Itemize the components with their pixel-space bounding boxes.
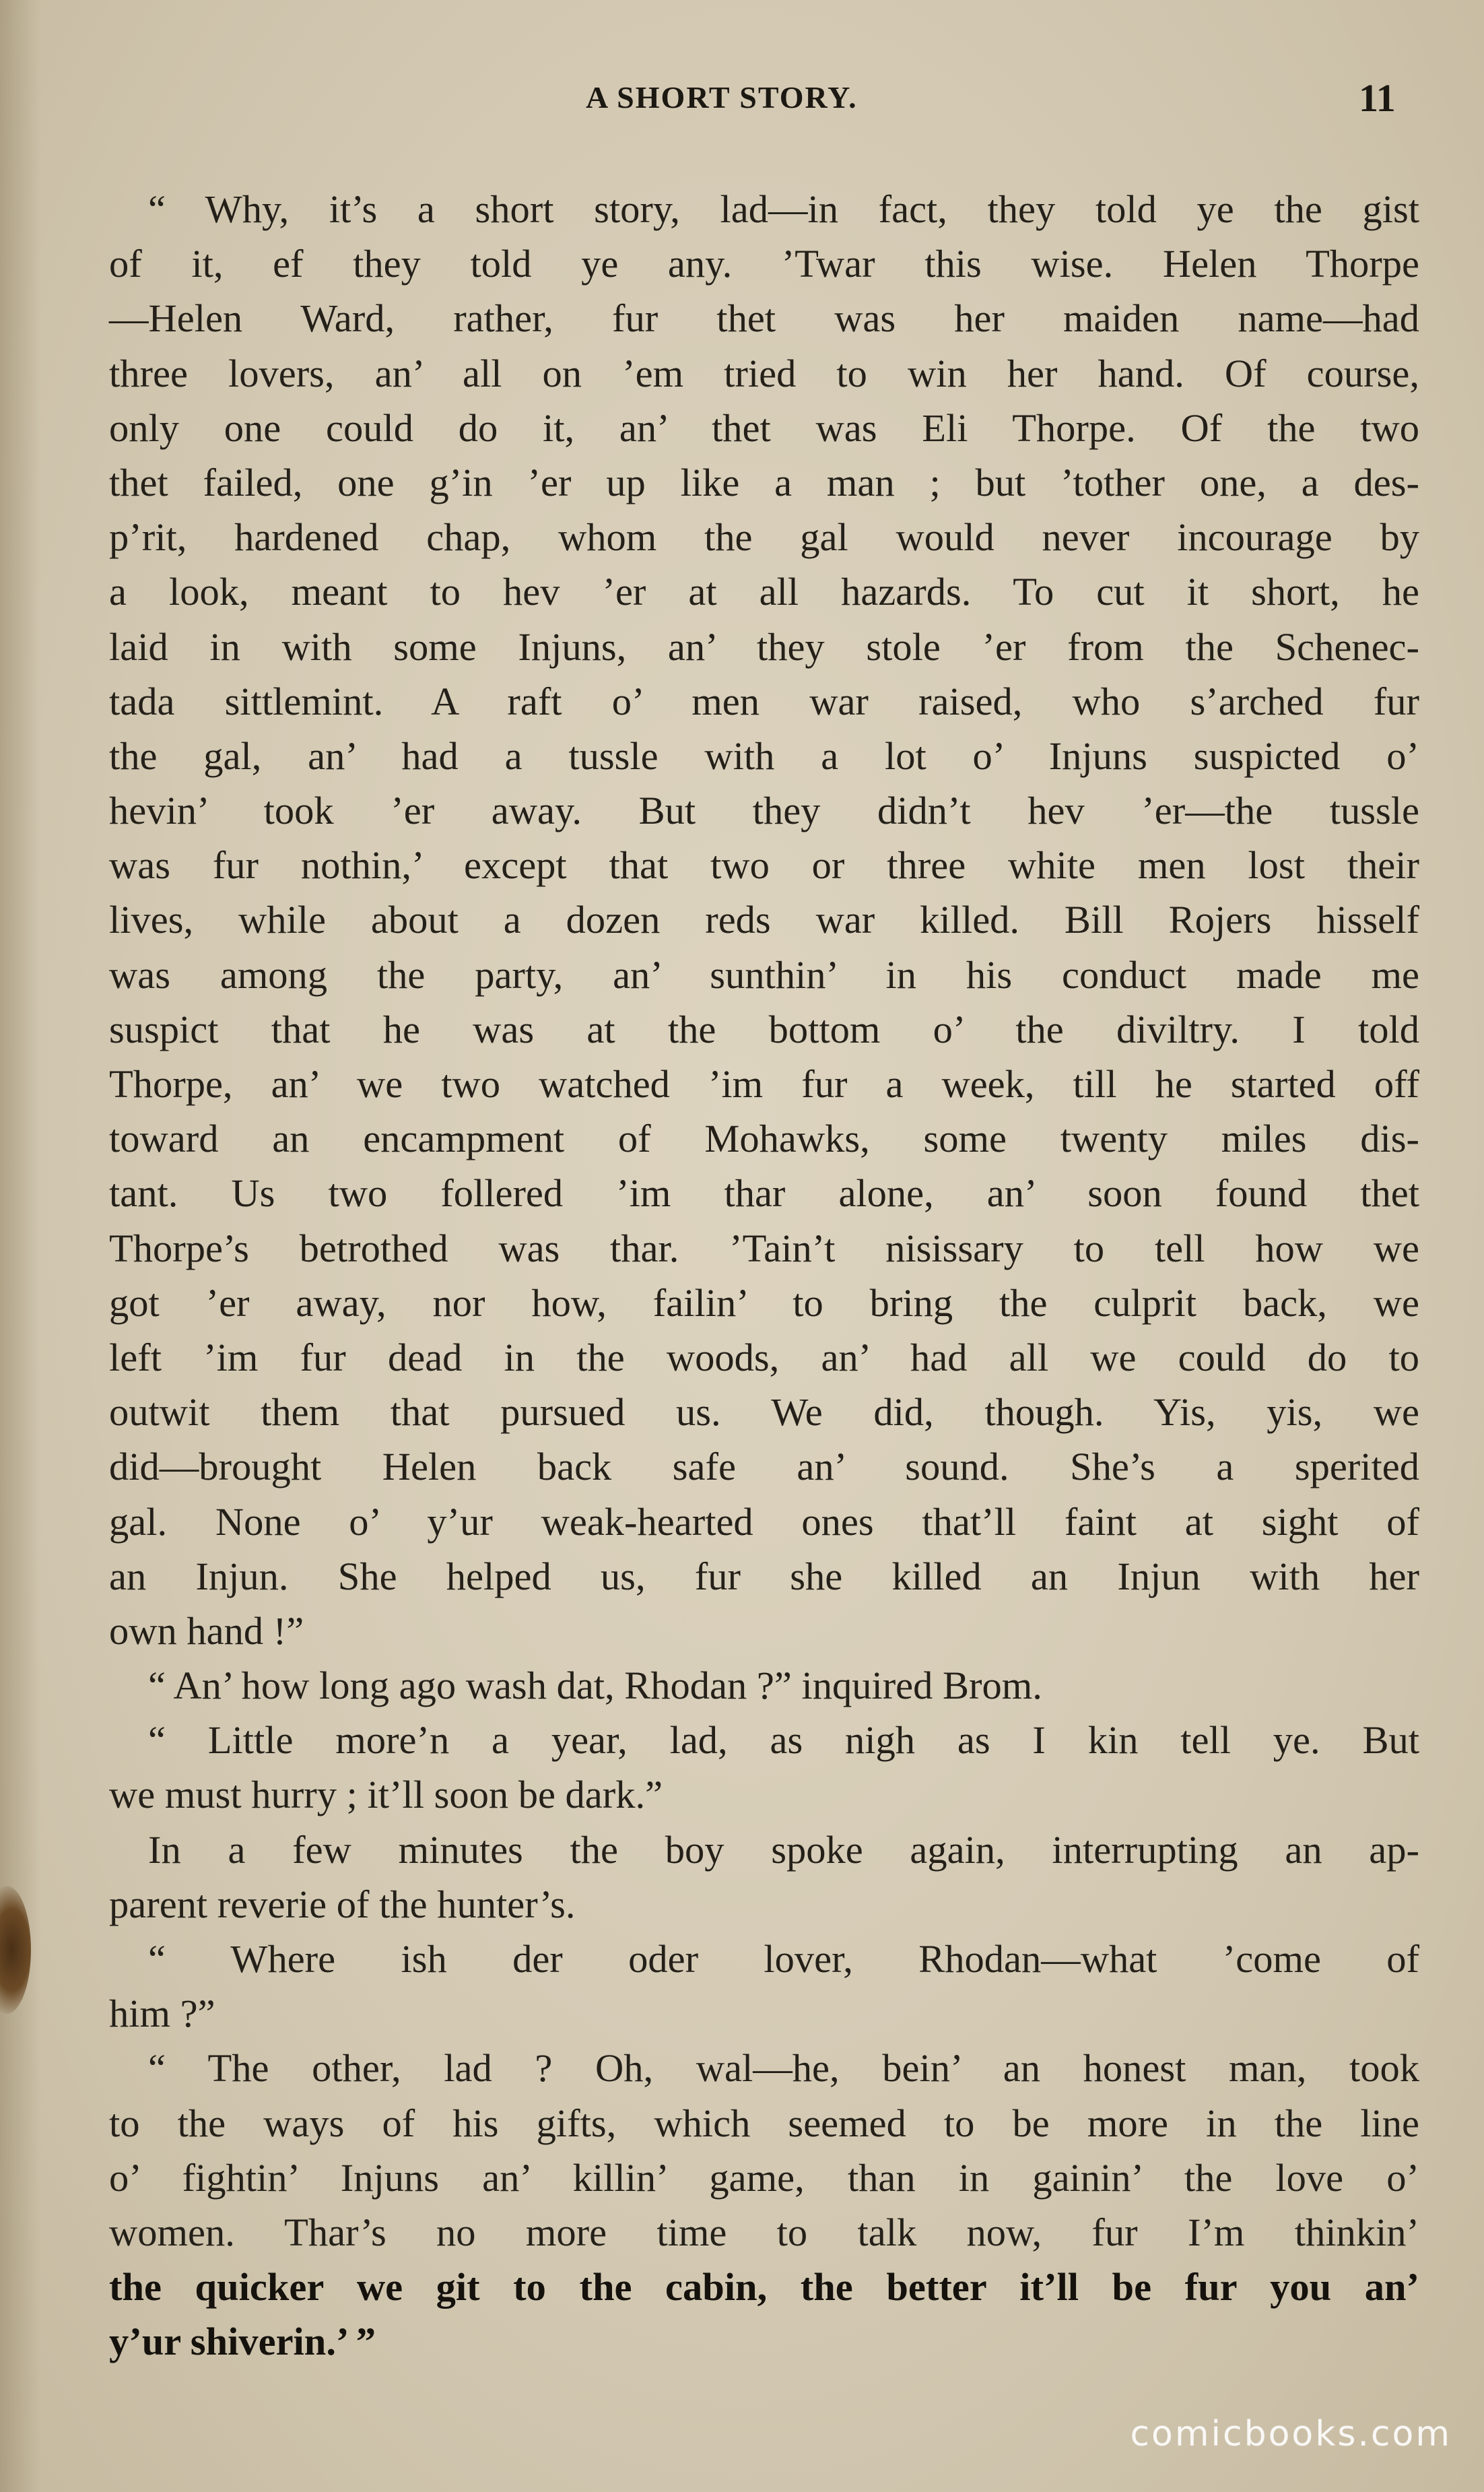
text-line: got ’er away, nor how, failin’ to bring the culprit back, we bbox=[109, 1280, 1419, 1325]
text-line: parent reverie of the hunter’s. bbox=[109, 1882, 576, 1926]
text-line: him ?” bbox=[109, 1992, 215, 2036]
text-line: Thorpe, an’ we two watched ’im fur a week, till he started off bbox=[109, 1062, 1419, 1106]
text-line: “ Where ish der oder lover, Rhodan—what ’come of bbox=[148, 1937, 1419, 1981]
text-line: “ The other, lad ? Oh, wal—he, bein’ an honest man, took bbox=[148, 2046, 1419, 2091]
text-line: “ Little more’n a year, lad, as nigh as I kin tell ye. But bbox=[148, 1718, 1419, 1763]
text-line: was fur nothin,’ except that two or three white men lost their bbox=[109, 843, 1419, 888]
text-line: own hand !” bbox=[109, 1608, 304, 1653]
text-line: laid in with some Injuns, an’ they stole ’er from the Schenec- bbox=[109, 624, 1419, 669]
page-number: 11 bbox=[1359, 76, 1396, 120]
text-line: Thorpe’s betrothed was thar. ’Tain’t nisissary to tell how we bbox=[109, 1226, 1419, 1270]
text-line: o’ fightin’ Injuns an’ killin’ game, than in gainin’ the love o’ bbox=[109, 2155, 1419, 2200]
text-line: “ Why, it’s a short story, lad—in fact, they told ye the gist bbox=[148, 187, 1419, 231]
text-line: women. Thar’s no more time to talk now, fur I’m thinkin’ bbox=[109, 2210, 1419, 2254]
text-line: left ’im fur dead in the woods, an’ had all we could do to bbox=[109, 1335, 1419, 1379]
text-line: did—brought Helen back safe an’ sound. She’s a sperited bbox=[109, 1445, 1419, 1489]
text-line: p’rit, hardened chap, whom the gal would never incourage by bbox=[109, 515, 1419, 560]
text-line: a look, meant to hev ’er at all hazards. To cut it short, he bbox=[109, 570, 1419, 614]
text-line: gal. None o’ y’ur weak-hearted ones that’ll faint at sight of bbox=[109, 1499, 1419, 1544]
text-line: toward an encampment of Mohawks, some twenty miles dis- bbox=[109, 1117, 1419, 1161]
text-line: the quicker we git to the cabin, the better it’ll be fur you an’ bbox=[109, 2265, 1419, 2309]
text-line: was among the party, an’ sunthin’ in his conduct made me bbox=[109, 952, 1419, 997]
text-line: only one could do it, an’ thet was Eli Thorpe. Of the two bbox=[109, 405, 1419, 450]
text-line: the gal, an’ had a tussle with a lot o’ Injuns suspicted o’ bbox=[109, 733, 1419, 778]
text-line: we must hurry ; it’ll soon be dark.” bbox=[109, 1773, 663, 1817]
text-line: to the ways of his gifts, which seemed to be more in the line bbox=[109, 2101, 1419, 2145]
text-line: of it, ef they told ye any. ’Twar this wise. Helen Thorpe bbox=[109, 242, 1419, 286]
body-text bbox=[109, 182, 1419, 2369]
page-stain bbox=[0, 1886, 31, 2014]
text-line: tada sittlemint. A raft o’ men war raised, who s’arched fur bbox=[109, 679, 1419, 723]
text-line: three lovers, an’ all on ’em tried to win her hand. Of course, bbox=[109, 351, 1419, 395]
text-line: suspict that he was at the bottom o’ the divilt​ry. I told bbox=[109, 1007, 1419, 1051]
text-line: thet failed, one g’in ’er up like a man ; but ’tother one, a des- bbox=[109, 460, 1419, 504]
text-line: an Injun. She helped us, fur she killed an Injun with her bbox=[109, 1554, 1419, 1598]
text-line: hevin’ took ’er away. But they didn’t hev ’er—the tussle bbox=[109, 789, 1419, 833]
site-watermark: comicbooks.com bbox=[1130, 2414, 1452, 2454]
running-head-title: A SHORT STORY. bbox=[586, 80, 858, 114]
text-line: lives, while about a dozen reds war killed. Bill Rojers hisself bbox=[109, 898, 1419, 942]
text-line: In a few minutes the boy spoke again, interrupting an ap- bbox=[148, 1827, 1419, 1872]
text-line: —Helen Ward, rather, fur thet was her maiden name—had bbox=[109, 296, 1419, 341]
text-line: “ An’ how long ago wash dat, Rhodan ?” inquired Brom. bbox=[148, 1664, 1042, 1708]
text-line: y’ur shiverin.’ ” bbox=[109, 2320, 376, 2364]
text-line: tant. Us two follered ’im thar alone, an’ soon found thet bbox=[109, 1171, 1419, 1216]
text-line: outwit them that pursued us. We did, though. Yis, yis, we bbox=[109, 1390, 1419, 1435]
